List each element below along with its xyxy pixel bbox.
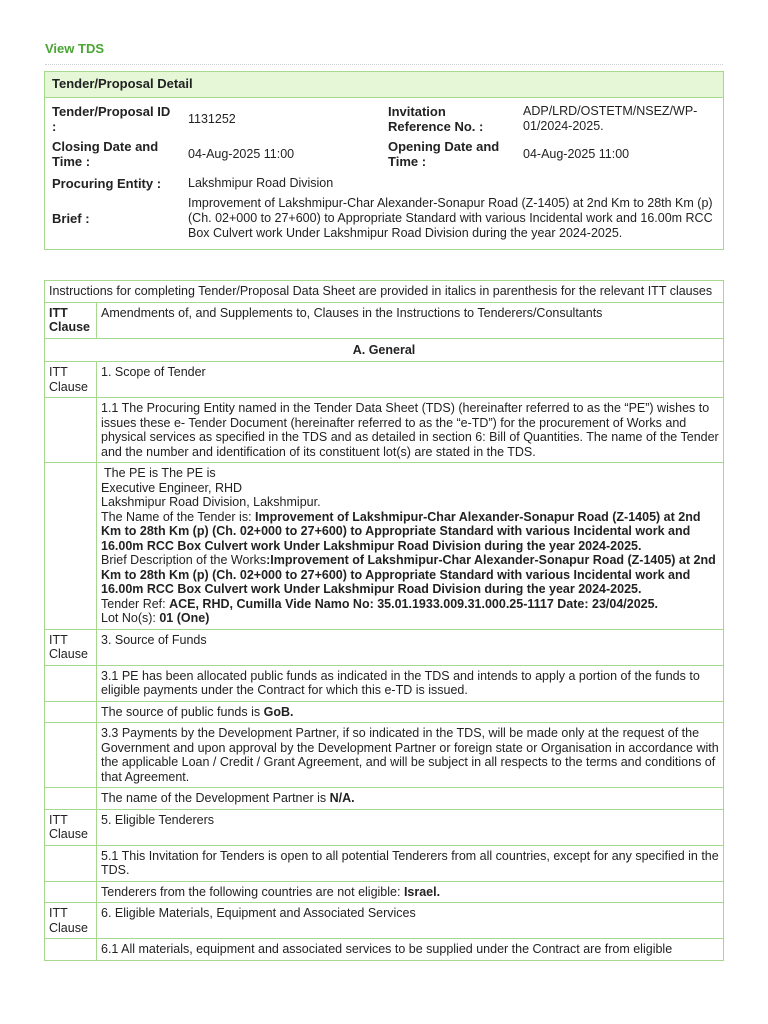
tender-id-label: Tender/Proposal ID : xyxy=(52,104,171,134)
opening-date-label: Opening Date and Time : xyxy=(388,139,500,169)
instructions-note: Instructions for completing Tender/Proposal Data Sheet are provided in italics in parenthesis for the relevant ITT clauses xyxy=(45,281,724,303)
divider xyxy=(45,64,723,65)
amendments-header: Amendments of, and Supplements to, Clauses in the Instructions to Tenderers/Consultants xyxy=(97,302,724,338)
brief-label: Brief : xyxy=(52,211,90,226)
brief-description: Brief Description of the Works:Improvement of Lakshmipur-Char Alexander-Sonapur Road (Z-1405) at 2nd Km to 28th Km (p) (Ch. 02+000 to 27+600) to Appropriate Standard with various Incidental work and 16.00m RCC Box Culvert work Under Lakshmipur Road Division during the year 2024-2025. xyxy=(101,553,716,596)
itt-clause-label: ITT Clause xyxy=(45,809,97,845)
clause-funds-title: 3. Source of Funds xyxy=(97,629,724,665)
tender-detail-title: Tender/Proposal Detail xyxy=(45,72,723,98)
tender-ref: Tender Ref: ACE, RHD, Cumilla Vide Namo No: 35.01.1933.009.31.000.25-1117 Date: 23/04/2025. xyxy=(101,596,659,611)
pe-details xyxy=(97,463,724,630)
clause-eligible-title: 5. Eligible Tenderers xyxy=(97,809,724,845)
not-eligible-countries: Tenderers from the following countries are not eligible: Israel. xyxy=(97,881,724,903)
clause-3-1: 3.1 PE has been allocated public funds as indicated in the TDS and intends to apply a portion of the funds to eligible payments under the Contract for which this e-TD is issued. xyxy=(97,665,724,701)
brief-value: Improvement of Lakshmipur-Char Alexander-Sonapur Road (Z-1405) at 2nd Km to 28th Km (p) (Ch. 02+000 to 27+600) to Appropriate Standard with various Incidental work and 16.00m RCC Box Culvert work Under Lakshmipur Road Division during the year 2024-2025. xyxy=(188,196,713,240)
pe-office: Lakshmipur Road Division, Lakshmipur. xyxy=(101,495,321,509)
itt-clause-label: ITT Clause xyxy=(45,903,97,939)
clause-1-1: 1.1 The Procuring Entity named in the Tender Data Sheet (TDS) (hereinafter referred to as the “PE”) wishes to issues these e- Tender Document (hereinafter referred to as the “e-TD”) for the procurement of Works and physical services as specified in the TDS and as detailed in section 6: Bill of Quantities. The name of the Tender and the number and identification of its constituent lot(s) are stated in the TDS. xyxy=(97,398,724,463)
tender-detail-table xyxy=(45,102,723,243)
clause-3-3: 3.3 Payments by the Development Partner, if so indicated in the TDS, will be made only at the request of the Government and upon approval by the Development Partner or foreign state or Organisation in accordance with the applicable Loan / Credit / Grant Agreement, and will be subject in all respects to the terms and conditions of that Agreement. xyxy=(97,723,724,788)
itt-clause-header: ITT Clause xyxy=(45,302,97,338)
closing-date-value: 04-Aug-2025 11:00 xyxy=(188,146,295,161)
section-general: A. General xyxy=(45,338,724,362)
procuring-entity-label: Procuring Entity : xyxy=(52,175,162,191)
tds-clauses-table xyxy=(44,280,724,961)
funds-source: The source of public funds is GoB. xyxy=(97,701,724,723)
itt-clause-label: ITT Clause xyxy=(45,629,97,665)
view-tds-title: View TDS xyxy=(45,41,105,56)
pe-line: The PE is The PE is xyxy=(104,466,216,480)
clause-5-1: 5.1 This Invitation for Tenders is open to all potential Tenderers from all countries, except for any specified in the TDS. xyxy=(97,845,724,881)
clause-6-1: 6.1 All materials, equipment and associated services to be supplied under the Contract are from eligible xyxy=(97,939,724,961)
development-partner: The name of the Development Partner is N/A. xyxy=(97,788,724,810)
clause-scope-title: 1. Scope of Tender xyxy=(97,362,724,398)
pe-designation: Executive Engineer, RHD xyxy=(101,480,243,495)
invitation-ref-value: ADP/LRD/OSTETM/NSEZ/WP-01/2024-2025. xyxy=(523,104,698,133)
clause-materials-title: 6. Eligible Materials, Equipment and Associated Services xyxy=(97,903,724,939)
closing-date-label: Closing Date and Time : xyxy=(52,139,159,169)
procuring-entity-value: Lakshmipur Road Division xyxy=(188,175,334,190)
lot-numbers: Lot No(s): 01 (One) xyxy=(101,611,210,625)
tender-name: The Name of the Tender is: Improvement of Lakshmipur-Char Alexander-Sonapur Road (Z-1405) at 2nd Km to 28th Km (p) (Ch. 02+000 to 27+600) to Appropriate Standard with various Incidental work and 16.00m RCC Box Culvert work Under Lakshmipur Road Division during the year 2024-2025. xyxy=(101,509,701,553)
opening-date-value: 04-Aug-2025 11:00 xyxy=(523,146,630,161)
invitation-ref-label: Invitation Reference No. : xyxy=(388,104,484,134)
tender-id-value: 1131252 xyxy=(188,111,236,126)
itt-clause-label: ITT Clause xyxy=(45,362,97,398)
tender-detail-box xyxy=(44,71,724,250)
